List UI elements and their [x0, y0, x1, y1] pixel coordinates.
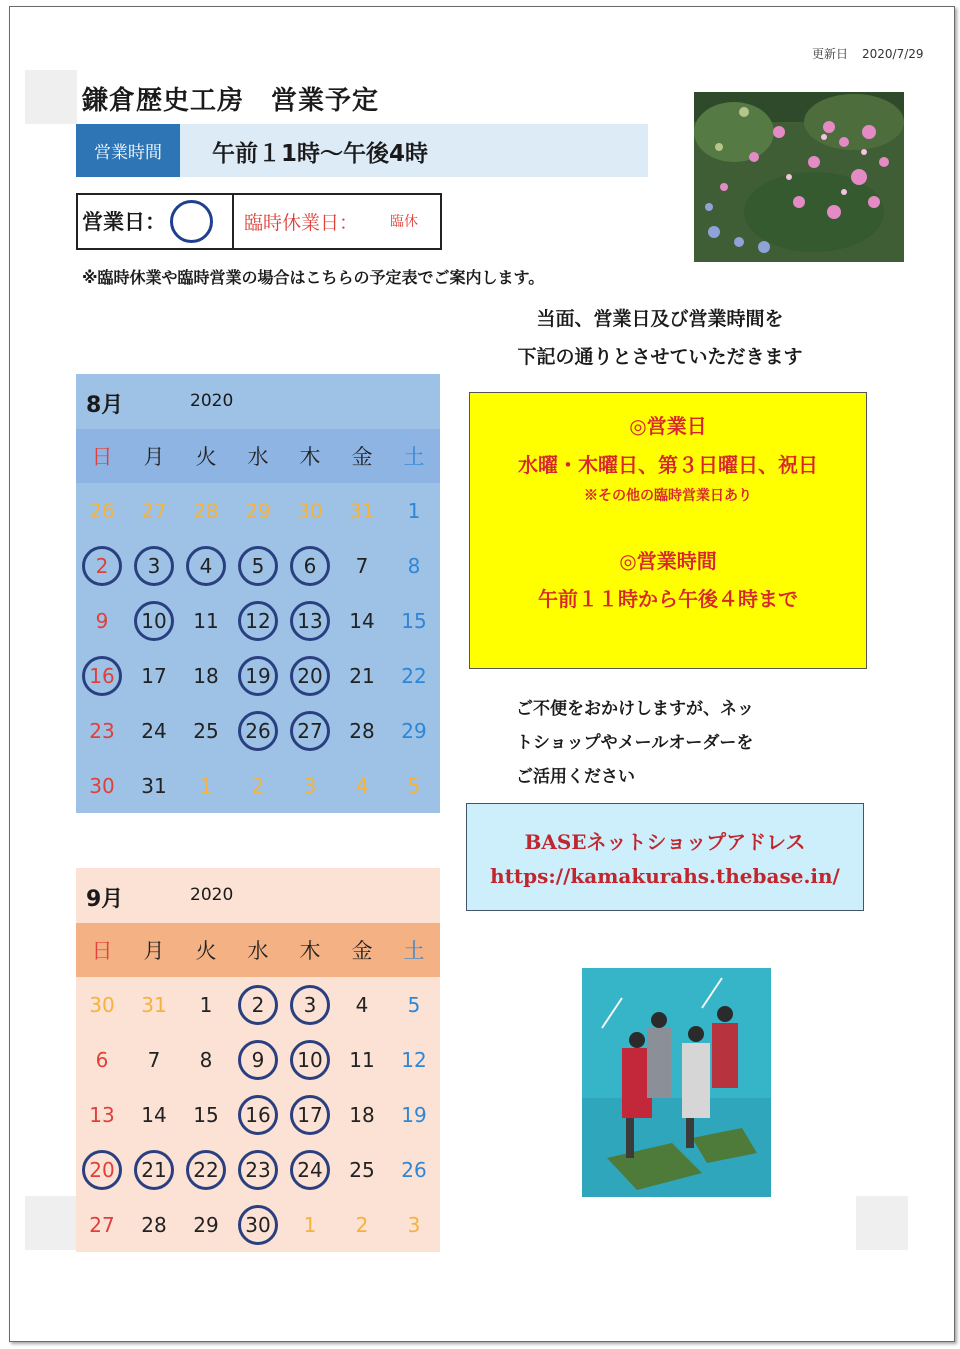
calendar-day [388, 593, 440, 648]
day-number: 28 [349, 718, 375, 743]
calendar-day [388, 1032, 440, 1087]
day-number: 24 [297, 1157, 323, 1182]
day-number: 2 [95, 553, 109, 578]
day-number: 7 [355, 553, 369, 578]
day-number: 29 [401, 718, 427, 743]
calendar-week-row [76, 538, 440, 593]
calendar-day [76, 1087, 128, 1142]
day-number: 21 [349, 663, 375, 688]
calendar-week-row [76, 1032, 440, 1087]
day-number: 15 [401, 608, 427, 633]
day-number: 5 [407, 992, 421, 1017]
day-number: 18 [349, 1102, 375, 1127]
weekday-label: 月 [143, 939, 165, 963]
day-number: 25 [349, 1157, 375, 1182]
calendar-week-row [76, 703, 440, 758]
calendar-day [388, 483, 440, 538]
calendar-day-open [180, 1142, 232, 1197]
calendar-day [180, 703, 232, 758]
calendar-day [76, 1197, 128, 1252]
day-number: 17 [297, 1102, 323, 1127]
day-number: 12 [401, 1047, 427, 1072]
shop-url-link[interactable]: https://kamakurahs.thebase.in/ [490, 864, 840, 888]
calendar-day [128, 648, 180, 703]
calendar-week-row [76, 648, 440, 703]
calendar-day-open [284, 1142, 336, 1197]
calendar-day [232, 758, 284, 813]
day-number: 23 [89, 718, 115, 743]
day-number: 2 [355, 1212, 369, 1237]
calendar-day-open [232, 703, 284, 758]
calendar-day-open [232, 1032, 284, 1087]
day-number: 4 [355, 773, 369, 798]
calendar-day-open [76, 648, 128, 703]
apology-line-3: ご活用ください [516, 767, 635, 787]
day-number: 14 [141, 1102, 167, 1127]
day-number: 5 [407, 773, 421, 798]
updated-date [812, 45, 924, 62]
calendar-day [388, 1142, 440, 1197]
weekday-label: 土 [403, 445, 425, 469]
weekday-row [76, 923, 440, 977]
calendar-day [388, 538, 440, 593]
calendar-day [128, 483, 180, 538]
weekday-label: 日 [91, 939, 113, 963]
intro-line-2: 下記の通りとさせていただきます [517, 346, 803, 368]
calendar-day [336, 648, 388, 703]
calendar-day-open [284, 538, 336, 593]
day-number: 28 [141, 1212, 167, 1237]
day-number: 1 [303, 1212, 317, 1237]
calendar-week-row [76, 977, 440, 1032]
calendar-day-open [76, 1142, 128, 1197]
day-number: 31 [349, 498, 375, 523]
calendar-day [284, 1197, 336, 1252]
day-number: 1 [199, 992, 213, 1017]
updated-label: 更新日 [812, 47, 849, 61]
calendar-day [336, 483, 388, 538]
samurai-figures-photo [582, 968, 771, 1197]
calendar-day [76, 593, 128, 648]
calendar-day [232, 483, 284, 538]
day-number: 22 [401, 663, 427, 688]
calendar-day [76, 977, 128, 1032]
calendar-day [76, 1032, 128, 1087]
day-number: 6 [95, 1047, 109, 1072]
calendar-day [180, 648, 232, 703]
calendar-day-open [284, 1032, 336, 1087]
calendar-day [128, 1197, 180, 1252]
corner-mark-top-left [25, 70, 77, 124]
day-number: 2 [251, 992, 265, 1017]
calendar-day-open [76, 538, 128, 593]
day-number: 10 [141, 608, 167, 633]
weekday-row [76, 429, 440, 483]
calendar-day [284, 483, 336, 538]
legend-closed-label: 臨時休業日： [244, 212, 359, 234]
calendar-day [128, 1032, 180, 1087]
weekday-label: 水 [247, 445, 269, 469]
day-number: 27 [141, 498, 167, 523]
calendar-september [76, 868, 440, 1252]
day-number: 18 [193, 663, 219, 688]
weekday-label: 金 [351, 939, 373, 963]
weekday-label: 土 [403, 939, 425, 963]
day-number: 31 [141, 992, 167, 1017]
calendar-day [336, 1032, 388, 1087]
calendar-day [336, 593, 388, 648]
open-days-text: 水曜・木曜日、第３日曜日、祝日 [518, 453, 818, 477]
calendar-day [128, 703, 180, 758]
calendar-day-open [284, 1087, 336, 1142]
updated-value: 2020/7/29 [862, 47, 924, 61]
day-number: 22 [193, 1157, 219, 1182]
calendar-day [388, 1087, 440, 1142]
calendar-day [336, 977, 388, 1032]
calendar-day [388, 1197, 440, 1252]
legend-box [76, 193, 442, 250]
day-number: 9 [95, 608, 109, 633]
calendar-day [76, 703, 128, 758]
calendar-grid [76, 483, 440, 813]
calendar-day [180, 1197, 232, 1252]
weekday-label: 木 [299, 445, 321, 469]
business-notice-box [469, 392, 867, 669]
calendar-week-row [76, 1197, 440, 1252]
hours-label: 営業時間 [76, 124, 180, 177]
day-number: 29 [193, 1212, 219, 1237]
weekday-label: 火 [195, 939, 217, 963]
weekday-label: 木 [299, 939, 321, 963]
calendar-year: 2020 [190, 885, 234, 905]
day-number: 11 [349, 1047, 375, 1072]
day-number: 19 [245, 663, 271, 688]
day-number: 30 [297, 498, 323, 523]
calendar-day [336, 1142, 388, 1197]
schedule-note: ※臨時休業や臨時営業の場合はこちらの予定表でご案内します。 [82, 268, 545, 287]
calendar-header [76, 374, 440, 429]
day-number: 5 [251, 553, 265, 578]
calendar-day [388, 648, 440, 703]
day-number: 26 [401, 1157, 427, 1182]
day-number: 13 [89, 1102, 115, 1127]
calendar-day [128, 977, 180, 1032]
day-number: 2 [251, 773, 265, 798]
day-number: 17 [141, 663, 167, 688]
calendar-week-row [76, 758, 440, 813]
calendar-day [388, 758, 440, 813]
calendar-day-open [232, 538, 284, 593]
weekday-label: 月 [143, 445, 165, 469]
hours-heading: ◎営業時間 [619, 549, 717, 573]
calendar-day [76, 758, 128, 813]
weekday-label: 火 [195, 445, 217, 469]
day-number: 3 [407, 1212, 421, 1237]
corner-mark-bottom-right [856, 1196, 908, 1250]
weekday-label: 金 [351, 445, 373, 469]
hours-text: 午前１１時から午後４時まで [538, 587, 798, 611]
day-number: 24 [141, 718, 167, 743]
calendar-week-row [76, 1087, 440, 1142]
day-number: 31 [141, 773, 167, 798]
day-number: 4 [355, 992, 369, 1017]
day-number: 10 [297, 1047, 323, 1072]
calendar-day [336, 538, 388, 593]
day-number: 27 [297, 718, 323, 743]
calendar-day [180, 758, 232, 813]
calendar-day-open [232, 648, 284, 703]
calendar-day-open [284, 648, 336, 703]
calendar-day [388, 703, 440, 758]
calendar-day [284, 758, 336, 813]
calendar-day-open [284, 977, 336, 1032]
day-number: 6 [303, 553, 317, 578]
open-day-circle-icon [170, 200, 213, 243]
calendar-day-open [284, 593, 336, 648]
apology-line-2: トショップやメールオーダーを [516, 733, 754, 753]
day-number: 8 [199, 1047, 213, 1072]
calendar-day [336, 758, 388, 813]
calendar-header [76, 868, 440, 923]
day-number: 3 [303, 773, 317, 798]
day-number: 20 [297, 663, 323, 688]
calendar-day-open [180, 538, 232, 593]
corner-mark-bottom-left [25, 1196, 77, 1250]
hours-value: 午前１1時～午後4時 [212, 141, 429, 167]
day-number: 27 [89, 1212, 115, 1237]
calendar-day [128, 1087, 180, 1142]
calendar-day-open [232, 1087, 284, 1142]
day-number: 12 [245, 608, 271, 633]
calendar-day-open [128, 593, 180, 648]
calendar-day [388, 977, 440, 1032]
page-title: 鎌倉歴史工房 営業予定 [82, 86, 380, 116]
day-number: 4 [199, 553, 213, 578]
calendar-day-open [284, 703, 336, 758]
day-number: 1 [199, 773, 213, 798]
calendar-day-open [232, 1197, 284, 1252]
day-number: 26 [245, 718, 271, 743]
calendar-week-row [76, 483, 440, 538]
calendar-day-open [128, 1142, 180, 1197]
day-number: 8 [407, 553, 421, 578]
hydrangea-photo [694, 92, 904, 262]
day-number: 15 [193, 1102, 219, 1127]
calendar-day-open [232, 1142, 284, 1197]
day-number: 26 [89, 498, 115, 523]
calendar-day [180, 1087, 232, 1142]
intro-text [460, 300, 860, 376]
calendar-month: 9月 [86, 887, 124, 912]
calendar-day [336, 703, 388, 758]
calendar-week-row [76, 593, 440, 648]
day-number: 30 [89, 773, 115, 798]
day-number: 16 [89, 663, 115, 688]
calendar-day [180, 977, 232, 1032]
day-number: 7 [147, 1047, 161, 1072]
hours-bar [76, 124, 648, 177]
day-number: 3 [303, 992, 317, 1017]
day-number: 19 [401, 1102, 427, 1127]
shop-box [466, 803, 864, 911]
day-number: 25 [193, 718, 219, 743]
day-number: 21 [141, 1157, 167, 1182]
apology-text [516, 692, 806, 794]
day-number: 29 [245, 498, 271, 523]
weekday-label: 水 [247, 939, 269, 963]
calendar-grid [76, 977, 440, 1252]
day-number: 1 [407, 498, 421, 523]
intro-line-1: 当面、営業日及び営業時間を [536, 308, 784, 330]
day-number: 16 [245, 1102, 271, 1127]
shop-heading: BASEネットショップアドレス [524, 830, 806, 854]
open-days-heading: ◎営業日 [629, 414, 707, 438]
day-number: 9 [251, 1047, 265, 1072]
legend-divider [232, 195, 234, 248]
apology-line-1: ご不便をおかけしますが、ネッ [516, 699, 754, 719]
calendar-month: 8月 [86, 393, 124, 418]
calendar-day-open [128, 538, 180, 593]
calendar-day [128, 758, 180, 813]
open-days-note: ※その他の臨時営業日あり [584, 488, 752, 504]
calendar-day-open [232, 593, 284, 648]
calendar-day [336, 1087, 388, 1142]
calendar-day [180, 593, 232, 648]
calendar-year: 2020 [190, 391, 234, 411]
day-number: 30 [89, 992, 115, 1017]
day-number: 30 [245, 1212, 271, 1237]
day-number: 23 [245, 1157, 271, 1182]
day-number: 3 [147, 553, 161, 578]
day-number: 14 [349, 608, 375, 633]
calendar-day [180, 483, 232, 538]
calendar-day-open [232, 977, 284, 1032]
day-number: 13 [297, 608, 323, 633]
day-number: 20 [89, 1157, 115, 1182]
calendar-day [76, 483, 128, 538]
weekday-label: 日 [91, 445, 113, 469]
day-number: 28 [193, 498, 219, 523]
calendar-day [180, 1032, 232, 1087]
calendar-day [336, 1197, 388, 1252]
calendar-august [76, 374, 440, 813]
legend-closed-mark: 臨休 [390, 214, 418, 230]
legend-open-label: 営業日： [82, 210, 166, 234]
calendar-week-row [76, 1142, 440, 1197]
day-number: 11 [193, 608, 219, 633]
